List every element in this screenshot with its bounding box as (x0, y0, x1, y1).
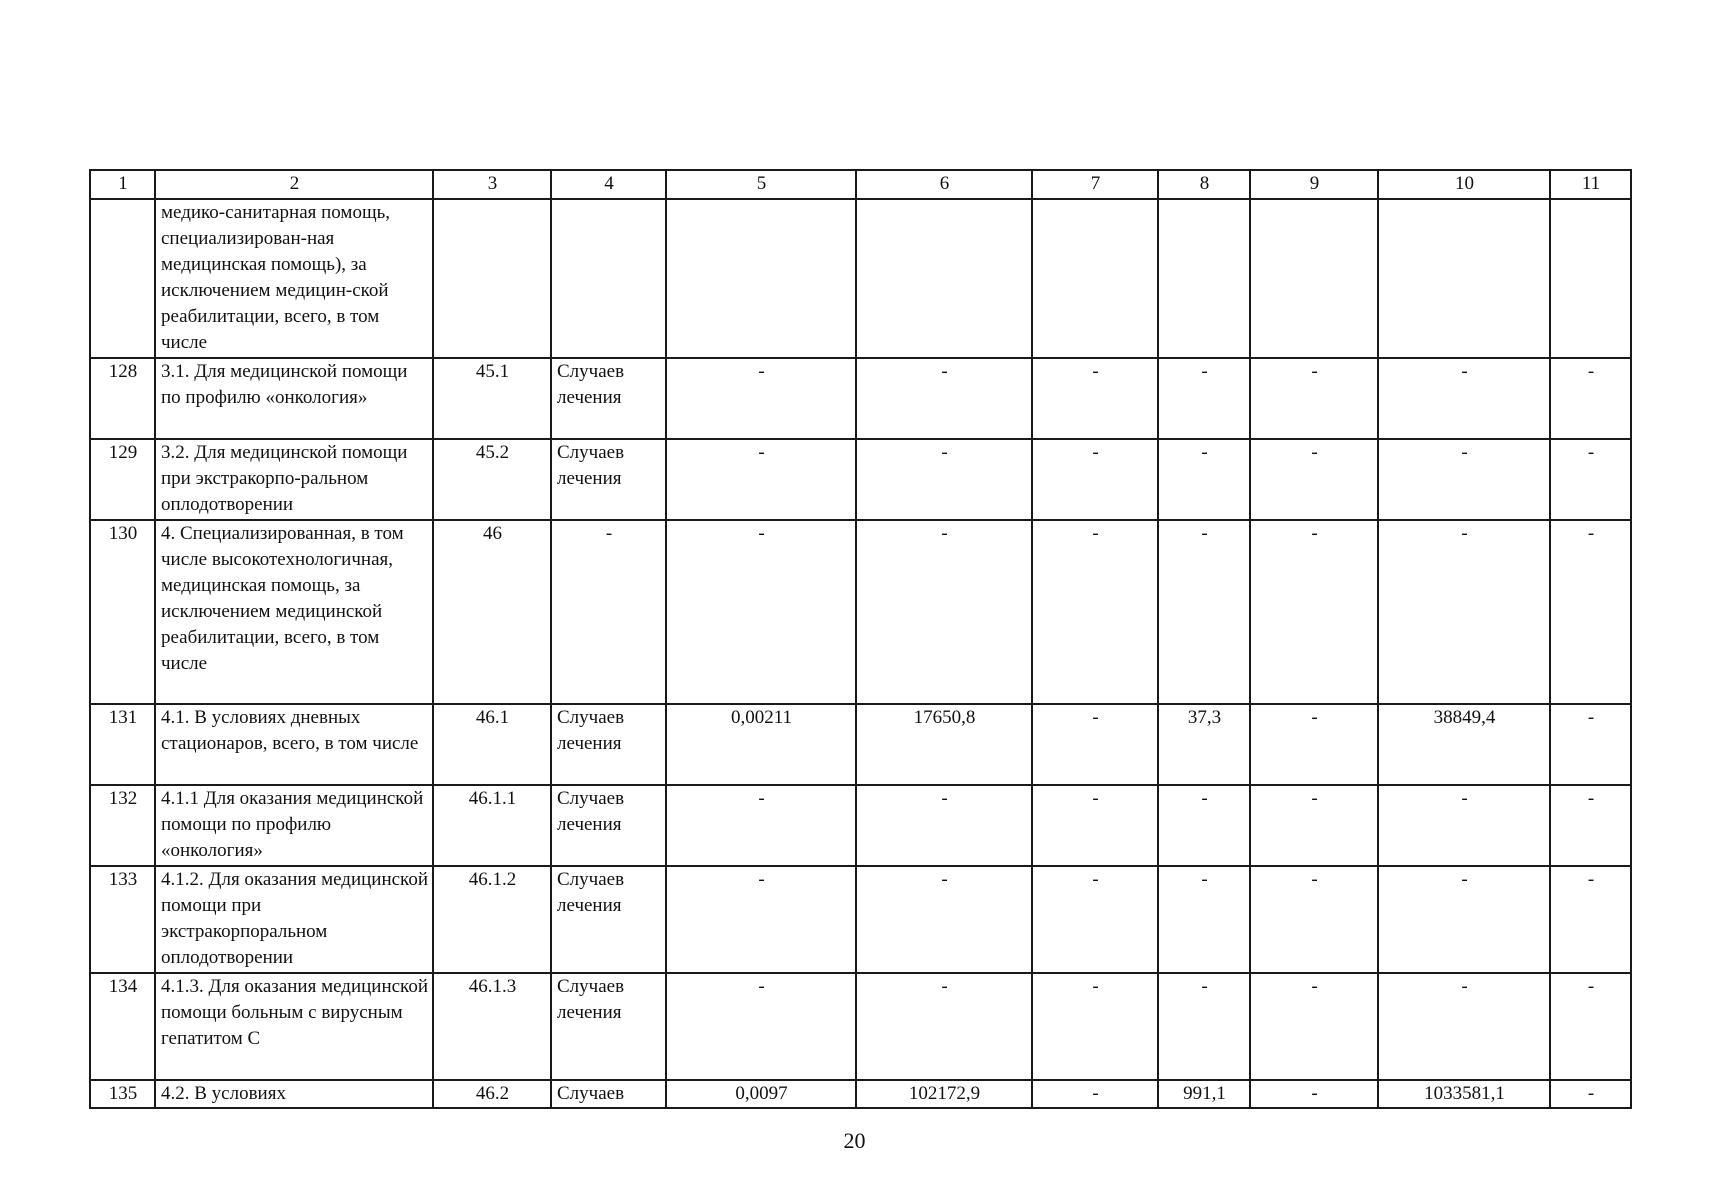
row-description: 4.1.1 Для оказания медицинской помощи по профилю «онкология» (155, 785, 433, 866)
page-number: 20 (843, 1128, 866, 1153)
row-unit: Случаев (551, 1080, 666, 1108)
cell-col8 (1158, 199, 1250, 358)
cell-col7 (1032, 199, 1158, 358)
row-number: 131 (90, 704, 155, 785)
cell-col7: - (1032, 785, 1158, 866)
row-unit (551, 199, 666, 358)
cell-col10: 1033581,1 (1378, 1080, 1550, 1108)
cell-col11: - (1550, 439, 1631, 520)
cell-col9: - (1250, 1080, 1378, 1108)
cell-col8: 37,3 (1158, 704, 1250, 785)
cell-col5: - (666, 358, 856, 439)
cell-col11: - (1550, 358, 1631, 439)
cell-col6: - (856, 439, 1032, 520)
cell-col5: 0,00211 (666, 704, 856, 785)
cell-col10: - (1378, 973, 1550, 1080)
cell-col11: - (1550, 520, 1631, 704)
row-unit: Случаев лечения (551, 704, 666, 785)
row-description: 4. Специализированная, в том числе высокотехнологичная, медицинская помощь, за исключением медицинской реабилитации, всего, в том числе (155, 520, 433, 704)
cell-col9: - (1250, 866, 1378, 973)
row-number (90, 199, 155, 358)
cell-col10: - (1378, 785, 1550, 866)
cell-col9 (1250, 199, 1378, 358)
row-code: 46 (433, 520, 551, 704)
cell-col6: - (856, 520, 1032, 704)
column-header: 9 (1250, 170, 1378, 199)
cell-col11: - (1550, 866, 1631, 973)
cell-col6: - (856, 866, 1032, 973)
row-description: 4.1. В условиях дневных стационаров, всего, в том числе (155, 704, 433, 785)
cell-col6: - (856, 973, 1032, 1080)
cell-col11 (1550, 199, 1631, 358)
table-row (90, 866, 1631, 973)
cell-col6: 102172,9 (856, 1080, 1032, 1108)
cell-col7: - (1032, 1080, 1158, 1108)
column-header: 7 (1032, 170, 1158, 199)
report-table (89, 169, 1632, 1109)
cell-col11: - (1550, 785, 1631, 866)
row-number: 130 (90, 520, 155, 704)
column-header: 3 (433, 170, 551, 199)
row-code: 46.1.1 (433, 785, 551, 866)
table-row (90, 199, 1631, 358)
row-code: 46.1.2 (433, 866, 551, 973)
cell-col10: - (1378, 439, 1550, 520)
column-header: 4 (551, 170, 666, 199)
cell-col9: - (1250, 439, 1378, 520)
row-unit: - (551, 520, 666, 704)
row-unit: Случаев лечения (551, 973, 666, 1080)
cell-col9: - (1250, 785, 1378, 866)
cell-col6: - (856, 358, 1032, 439)
table-row (90, 973, 1631, 1080)
cell-col7: - (1032, 704, 1158, 785)
column-header: 11 (1550, 170, 1631, 199)
row-unit: Случаев лечения (551, 358, 666, 439)
row-code: 46.1 (433, 704, 551, 785)
cell-col7: - (1032, 866, 1158, 973)
cell-col10: - (1378, 866, 1550, 973)
row-number: 133 (90, 866, 155, 973)
row-description: 4.1.2. Для оказания медицинской помощи при экстракорпоральном оплодотворении (155, 866, 433, 973)
cell-col10: - (1378, 520, 1550, 704)
cell-col7: - (1032, 358, 1158, 439)
cell-col9: - (1250, 358, 1378, 439)
row-number: 132 (90, 785, 155, 866)
cell-col9: - (1250, 704, 1378, 785)
row-number: 129 (90, 439, 155, 520)
cell-col7: - (1032, 439, 1158, 520)
table-row (90, 520, 1631, 704)
row-description: 3.2. Для медицинской помощи при экстракорпо-ральном оплодотворении (155, 439, 433, 520)
cell-col6: - (856, 785, 1032, 866)
table-row (90, 439, 1631, 520)
row-description: 4.2. В условиях (155, 1080, 433, 1108)
cell-col11: - (1550, 704, 1631, 785)
cell-col8: - (1158, 973, 1250, 1080)
column-number-row (90, 170, 1631, 199)
cell-col10: - (1378, 358, 1550, 439)
row-unit: Случаев лечения (551, 439, 666, 520)
row-unit: Случаев лечения (551, 866, 666, 973)
column-header: 10 (1378, 170, 1550, 199)
cell-col10 (1378, 199, 1550, 358)
cell-col11: - (1550, 1080, 1631, 1108)
column-header: 6 (856, 170, 1032, 199)
cell-col5: - (666, 785, 856, 866)
cell-col7: - (1032, 973, 1158, 1080)
row-code: 45.1 (433, 358, 551, 439)
row-code: 45.2 (433, 439, 551, 520)
cell-col8: 991,1 (1158, 1080, 1250, 1108)
cell-col8: - (1158, 520, 1250, 704)
cell-col8: - (1158, 439, 1250, 520)
cell-col5: - (666, 866, 856, 973)
cell-col5: - (666, 520, 856, 704)
cell-col11: - (1550, 973, 1631, 1080)
row-code: 46.1.3 (433, 973, 551, 1080)
row-description: 3.1. Для медицинской помощи по профилю «онкология» (155, 358, 433, 439)
row-code (433, 199, 551, 358)
cell-col6 (856, 199, 1032, 358)
column-header: 5 (666, 170, 856, 199)
cell-col5 (666, 199, 856, 358)
cell-col5: 0,0097 (666, 1080, 856, 1108)
cell-col8: - (1158, 358, 1250, 439)
row-code: 46.2 (433, 1080, 551, 1108)
cell-col7: - (1032, 520, 1158, 704)
table-row (90, 704, 1631, 785)
cell-col5: - (666, 973, 856, 1080)
document-sheet (89, 169, 1632, 1109)
column-header: 8 (1158, 170, 1250, 199)
cell-col10: 38849,4 (1378, 704, 1550, 785)
column-header: 2 (155, 170, 433, 199)
table-row (90, 1080, 1631, 1108)
row-description: медико-санитарная помощь, специализирован-ная медицинская помощь), за исключением медицин-ской реабилитации, всего, в том числе (155, 199, 433, 358)
cell-col5: - (666, 439, 856, 520)
cell-col9: - (1250, 520, 1378, 704)
cell-col9: - (1250, 973, 1378, 1080)
column-header: 1 (90, 170, 155, 199)
table-row (90, 785, 1631, 866)
row-number: 128 (90, 358, 155, 439)
row-number: 134 (90, 973, 155, 1080)
table-row (90, 358, 1631, 439)
row-number: 135 (90, 1080, 155, 1108)
cell-col8: - (1158, 866, 1250, 973)
cell-col8: - (1158, 785, 1250, 866)
row-unit: Случаев лечения (551, 785, 666, 866)
row-description: 4.1.3. Для оказания медицинской помощи больным с вирусным гепатитом С (155, 973, 433, 1080)
cell-col6: 17650,8 (856, 704, 1032, 785)
